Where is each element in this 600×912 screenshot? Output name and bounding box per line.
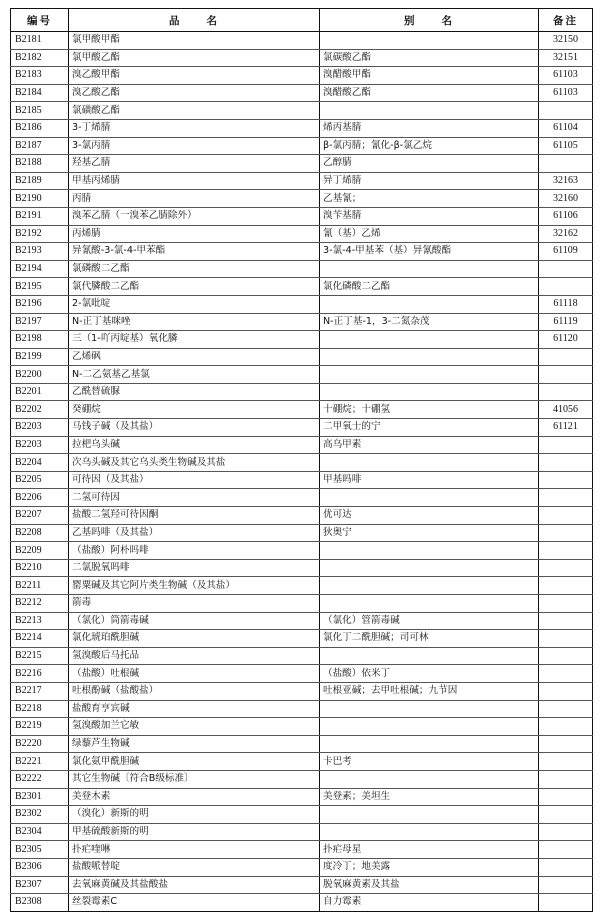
cell-code: B2186 <box>11 119 69 137</box>
cell-name: 溴乙酸乙酯 <box>69 84 320 102</box>
cell-note <box>539 489 593 507</box>
cell-code: B2301 <box>11 788 69 806</box>
table-row <box>11 348 593 366</box>
cell-name: 氢溴酸加兰它敏 <box>69 718 320 736</box>
cell-note: 61104 <box>539 119 593 137</box>
cell-note <box>539 647 593 665</box>
cell-note <box>539 524 593 542</box>
cell-alias <box>320 542 539 560</box>
table-row <box>11 647 593 665</box>
cell-code: B2221 <box>11 753 69 771</box>
table-row <box>11 190 593 208</box>
cell-alias <box>320 260 539 278</box>
cell-name: 甲基硫酸新斯的明 <box>69 823 320 841</box>
cell-note <box>539 577 593 595</box>
cell-alias: 氯碳酸乙酯 <box>320 49 539 67</box>
cell-alias <box>320 331 539 349</box>
cell-alias <box>320 295 539 313</box>
cell-code: B2189 <box>11 172 69 190</box>
cell-note: 32162 <box>539 225 593 243</box>
cell-note <box>539 630 593 648</box>
table-row <box>11 471 593 489</box>
cell-name: 丙烯腈 <box>69 225 320 243</box>
cell-code: B2306 <box>11 858 69 876</box>
cell-alias <box>320 770 539 788</box>
cell-code: B2187 <box>11 137 69 155</box>
cell-name: 箭毒 <box>69 595 320 613</box>
table-row <box>11 524 593 542</box>
cell-code: B2203 <box>11 436 69 454</box>
table-header-row <box>11 9 593 32</box>
cell-name: 三（1-吖丙啶基）氧化膦 <box>69 331 320 349</box>
cell-note: 61118 <box>539 295 593 313</box>
cell-note <box>539 595 593 613</box>
cell-code: B2196 <box>11 295 69 313</box>
table-row <box>11 823 593 841</box>
table-row <box>11 700 593 718</box>
cell-note: 32150 <box>539 32 593 50</box>
cell-note <box>539 858 593 876</box>
cell-alias <box>320 102 539 120</box>
cell-code: B2205 <box>11 471 69 489</box>
cell-alias <box>320 735 539 753</box>
cell-alias <box>320 595 539 613</box>
table-row <box>11 577 593 595</box>
cell-code: B2183 <box>11 67 69 85</box>
cell-name: 异氰酸-3-氯-4-甲苯酯 <box>69 243 320 261</box>
cell-note <box>539 559 593 577</box>
cell-code: B2304 <box>11 823 69 841</box>
cell-name: 氯化氨甲酰胆碱 <box>69 753 320 771</box>
table-row <box>11 630 593 648</box>
cell-name: 3-氯丙腈 <box>69 137 320 155</box>
cell-note <box>539 471 593 489</box>
table-row <box>11 172 593 190</box>
cell-alias: 异丁烯腈 <box>320 172 539 190</box>
table-row <box>11 489 593 507</box>
cell-name: 羟基乙腈 <box>69 155 320 173</box>
table-row <box>11 243 593 261</box>
cell-name: （盐酸）吐根碱 <box>69 665 320 683</box>
table-row <box>11 49 593 67</box>
table-row <box>11 383 593 401</box>
cell-note: 32151 <box>539 49 593 67</box>
cell-code: B2305 <box>11 841 69 859</box>
cell-code: B2219 <box>11 718 69 736</box>
cell-code: B2192 <box>11 225 69 243</box>
cell-name: 甲基丙烯腈 <box>69 172 320 190</box>
cell-alias <box>320 806 539 824</box>
cell-code: B2202 <box>11 401 69 419</box>
table-row <box>11 119 593 137</box>
cell-alias <box>320 32 539 50</box>
cell-name: 可待因（及其盐） <box>69 471 320 489</box>
cell-name: 绿藜芦生物碱 <box>69 735 320 753</box>
cell-code: B2194 <box>11 260 69 278</box>
cell-name: N-二乙氨基乙基氯 <box>69 366 320 384</box>
cell-alias: 乙醇腈 <box>320 155 539 173</box>
cell-code: B2302 <box>11 806 69 824</box>
cell-name: 盐酸二氢羟可待因酮 <box>69 507 320 525</box>
cell-alias <box>320 559 539 577</box>
table-row <box>11 401 593 419</box>
cell-note <box>539 260 593 278</box>
cell-code: B2218 <box>11 700 69 718</box>
cell-code: B2308 <box>11 894 69 912</box>
cell-code: B2215 <box>11 647 69 665</box>
cell-alias: 乙基氰； <box>320 190 539 208</box>
cell-code: B2214 <box>11 630 69 648</box>
cell-name: 其它生物碱〔符合B级标准〕 <box>69 770 320 788</box>
cell-code: B2222 <box>11 770 69 788</box>
cell-code: B2188 <box>11 155 69 173</box>
table-row <box>11 331 593 349</box>
cell-name: 氯甲酸甲酯 <box>69 32 320 50</box>
cell-note <box>539 806 593 824</box>
cell-name: 溴乙酸甲酯 <box>69 67 320 85</box>
table-row <box>11 295 593 313</box>
cell-note: 61120 <box>539 331 593 349</box>
cell-code: B2204 <box>11 454 69 472</box>
cell-note <box>539 753 593 771</box>
cell-name: 扑疟喹啉 <box>69 841 320 859</box>
table-row <box>11 137 593 155</box>
cell-code: B2217 <box>11 682 69 700</box>
table-row <box>11 207 593 225</box>
table-body <box>11 32 593 912</box>
cell-alias: 二甲氧士的宁 <box>320 419 539 437</box>
cell-name: 乙基吗啡（及其盐） <box>69 524 320 542</box>
cell-code: B2211 <box>11 577 69 595</box>
cell-alias: 十硼烷；十硼氢 <box>320 401 539 419</box>
cell-alias: 吐根亚碱；去甲吐根碱；九节因 <box>320 682 539 700</box>
chemical-list-table <box>10 8 593 912</box>
header-name: 品 名 <box>69 9 320 32</box>
cell-code: B2212 <box>11 595 69 613</box>
header-code: 编号 <box>11 9 69 32</box>
cell-note: 61121 <box>539 419 593 437</box>
cell-name: 氯化琥珀酰胆碱 <box>69 630 320 648</box>
cell-note <box>539 665 593 683</box>
cell-alias <box>320 348 539 366</box>
cell-note <box>539 507 593 525</box>
document-page <box>10 8 592 912</box>
cell-code: B2200 <box>11 366 69 384</box>
cell-alias: （盐酸）依米丁 <box>320 665 539 683</box>
cell-alias <box>320 718 539 736</box>
cell-code: B2216 <box>11 665 69 683</box>
table-row <box>11 260 593 278</box>
cell-alias: 脱氧麻黄素及其盐 <box>320 876 539 894</box>
cell-note: 61106 <box>539 207 593 225</box>
table-row <box>11 278 593 296</box>
cell-note: 32160 <box>539 190 593 208</box>
cell-note <box>539 823 593 841</box>
table-row <box>11 419 593 437</box>
table-row <box>11 102 593 120</box>
table-row <box>11 894 593 912</box>
cell-name: 氯磺酸乙酯 <box>69 102 320 120</box>
cell-code: B2220 <box>11 735 69 753</box>
table-row <box>11 454 593 472</box>
cell-alias: 狄奥宁 <box>320 524 539 542</box>
cell-alias: 扑疟母星 <box>320 841 539 859</box>
table-row <box>11 84 593 102</box>
cell-code: B2206 <box>11 489 69 507</box>
cell-code: B2197 <box>11 313 69 331</box>
cell-note <box>539 436 593 454</box>
cell-name: 去氧麻黄碱及其盐酸盐 <box>69 876 320 894</box>
cell-alias: 甲基吗啡 <box>320 471 539 489</box>
cell-note <box>539 542 593 560</box>
cell-note <box>539 348 593 366</box>
cell-note <box>539 383 593 401</box>
cell-code: B2199 <box>11 348 69 366</box>
cell-code: B2201 <box>11 383 69 401</box>
table-row <box>11 542 593 560</box>
cell-name: （盐酸）阿朴吗啡 <box>69 542 320 560</box>
cell-name: 乙烯砜 <box>69 348 320 366</box>
cell-name: （氯化）筒箭毒碱 <box>69 612 320 630</box>
cell-alias <box>320 700 539 718</box>
table-row <box>11 718 593 736</box>
cell-alias <box>320 577 539 595</box>
cell-alias: 优可达 <box>320 507 539 525</box>
table-row <box>11 665 593 683</box>
cell-name: 氯代膦酸二乙酯 <box>69 278 320 296</box>
cell-code: B2207 <box>11 507 69 525</box>
table-row <box>11 735 593 753</box>
cell-note <box>539 454 593 472</box>
cell-alias <box>320 383 539 401</box>
table-row <box>11 155 593 173</box>
cell-name: 氢溴酸后马托品 <box>69 647 320 665</box>
cell-name: 乙酰替硫脲 <box>69 383 320 401</box>
cell-note <box>539 788 593 806</box>
cell-note <box>539 102 593 120</box>
cell-note <box>539 876 593 894</box>
cell-alias <box>320 489 539 507</box>
table-row <box>11 595 593 613</box>
cell-note: 61103 <box>539 84 593 102</box>
cell-code: B2184 <box>11 84 69 102</box>
cell-note <box>539 612 593 630</box>
header-alias: 别 名 <box>320 9 539 32</box>
cell-note <box>539 718 593 736</box>
table-row <box>11 436 593 454</box>
cell-name: N-正丁基咪唑 <box>69 313 320 331</box>
cell-note: 61103 <box>539 67 593 85</box>
table-row <box>11 366 593 384</box>
cell-code: B2209 <box>11 542 69 560</box>
cell-code: B2208 <box>11 524 69 542</box>
cell-note: 61105 <box>539 137 593 155</box>
cell-note <box>539 770 593 788</box>
table-row <box>11 788 593 806</box>
cell-code: B2185 <box>11 102 69 120</box>
cell-note <box>539 682 593 700</box>
cell-name: （溴化）新斯的明 <box>69 806 320 824</box>
cell-name: 氯甲酸乙酯 <box>69 49 320 67</box>
cell-code: B2210 <box>11 559 69 577</box>
cell-note <box>539 894 593 912</box>
cell-alias <box>320 823 539 841</box>
cell-code: B2181 <box>11 32 69 50</box>
cell-name: 癸硼烷 <box>69 401 320 419</box>
cell-name: 丝裂霉素C <box>69 894 320 912</box>
cell-note: 61109 <box>539 243 593 261</box>
cell-alias: N-正丁基-1，3-二氮杂茂 <box>320 313 539 331</box>
table-row <box>11 858 593 876</box>
cell-alias: 烯丙基腈 <box>320 119 539 137</box>
cell-name: 马钱子碱（及其盐） <box>69 419 320 437</box>
cell-name: 罂粟碱及其它阿片类生物碱（及其盐） <box>69 577 320 595</box>
cell-name: 美登木素 <box>69 788 320 806</box>
cell-name: 丙腈 <box>69 190 320 208</box>
cell-code: B2182 <box>11 49 69 67</box>
cell-name: 二氯脱氧吗啡 <box>69 559 320 577</box>
cell-code: B2203 <box>11 419 69 437</box>
cell-code: B2190 <box>11 190 69 208</box>
cell-code: B2307 <box>11 876 69 894</box>
table-row <box>11 612 593 630</box>
table-row <box>11 841 593 859</box>
cell-name: 拉杷乌头碱 <box>69 436 320 454</box>
cell-alias: 3-氯-4-甲基苯（基）异氰酸酯 <box>320 243 539 261</box>
table-row <box>11 806 593 824</box>
cell-note <box>539 366 593 384</box>
cell-alias: 高乌甲素 <box>320 436 539 454</box>
cell-alias: 美登素；美坦生 <box>320 788 539 806</box>
header-note: 备注 <box>539 9 593 32</box>
cell-alias: 溴苄基腈 <box>320 207 539 225</box>
table-row <box>11 225 593 243</box>
table-row <box>11 67 593 85</box>
table-row <box>11 559 593 577</box>
cell-name: 吐根酚碱（盐酸盐） <box>69 682 320 700</box>
cell-name: 盐酸育亨宾碱 <box>69 700 320 718</box>
cell-note: 32163 <box>539 172 593 190</box>
cell-alias: 卡巴考 <box>320 753 539 771</box>
cell-alias: 氯化磷酸二乙酯 <box>320 278 539 296</box>
cell-alias: 自力霉素 <box>320 894 539 912</box>
cell-alias <box>320 366 539 384</box>
cell-note <box>539 700 593 718</box>
cell-note <box>539 155 593 173</box>
cell-note <box>539 735 593 753</box>
cell-alias: 溴醋酸甲酯 <box>320 67 539 85</box>
table-row <box>11 507 593 525</box>
cell-note: 41056 <box>539 401 593 419</box>
cell-alias: 氯化丁二酰胆碱；司可林 <box>320 630 539 648</box>
cell-name: 二氢可待因 <box>69 489 320 507</box>
cell-code: B2198 <box>11 331 69 349</box>
cell-code: B2195 <box>11 278 69 296</box>
cell-code: B2193 <box>11 243 69 261</box>
table-row <box>11 753 593 771</box>
cell-alias: （氯化）管箭毒碱 <box>320 612 539 630</box>
table-row <box>11 876 593 894</box>
table-row <box>11 770 593 788</box>
cell-name: 氯磷酸二乙酯 <box>69 260 320 278</box>
cell-code: B2191 <box>11 207 69 225</box>
table-row <box>11 32 593 50</box>
cell-name: 次乌头碱及其它乌头类生物碱及其盐 <box>69 454 320 472</box>
cell-alias: β-氯丙腈；氰化-β-氯乙烷 <box>320 137 539 155</box>
cell-code: B2213 <box>11 612 69 630</box>
cell-note <box>539 841 593 859</box>
cell-alias <box>320 647 539 665</box>
cell-alias: 溴醋酸乙酯 <box>320 84 539 102</box>
cell-note <box>539 278 593 296</box>
cell-alias: 氰（基）乙烯 <box>320 225 539 243</box>
cell-name: 盐酸哌替啶 <box>69 858 320 876</box>
cell-alias <box>320 454 539 472</box>
cell-note: 61119 <box>539 313 593 331</box>
cell-name: 溴苯乙腈（一溴苯乙腈除外） <box>69 207 320 225</box>
table-row <box>11 682 593 700</box>
cell-name: 3-丁烯腈 <box>69 119 320 137</box>
cell-name: 2-氯吡啶 <box>69 295 320 313</box>
table-row <box>11 313 593 331</box>
cell-alias: 度冷丁；地美露 <box>320 858 539 876</box>
